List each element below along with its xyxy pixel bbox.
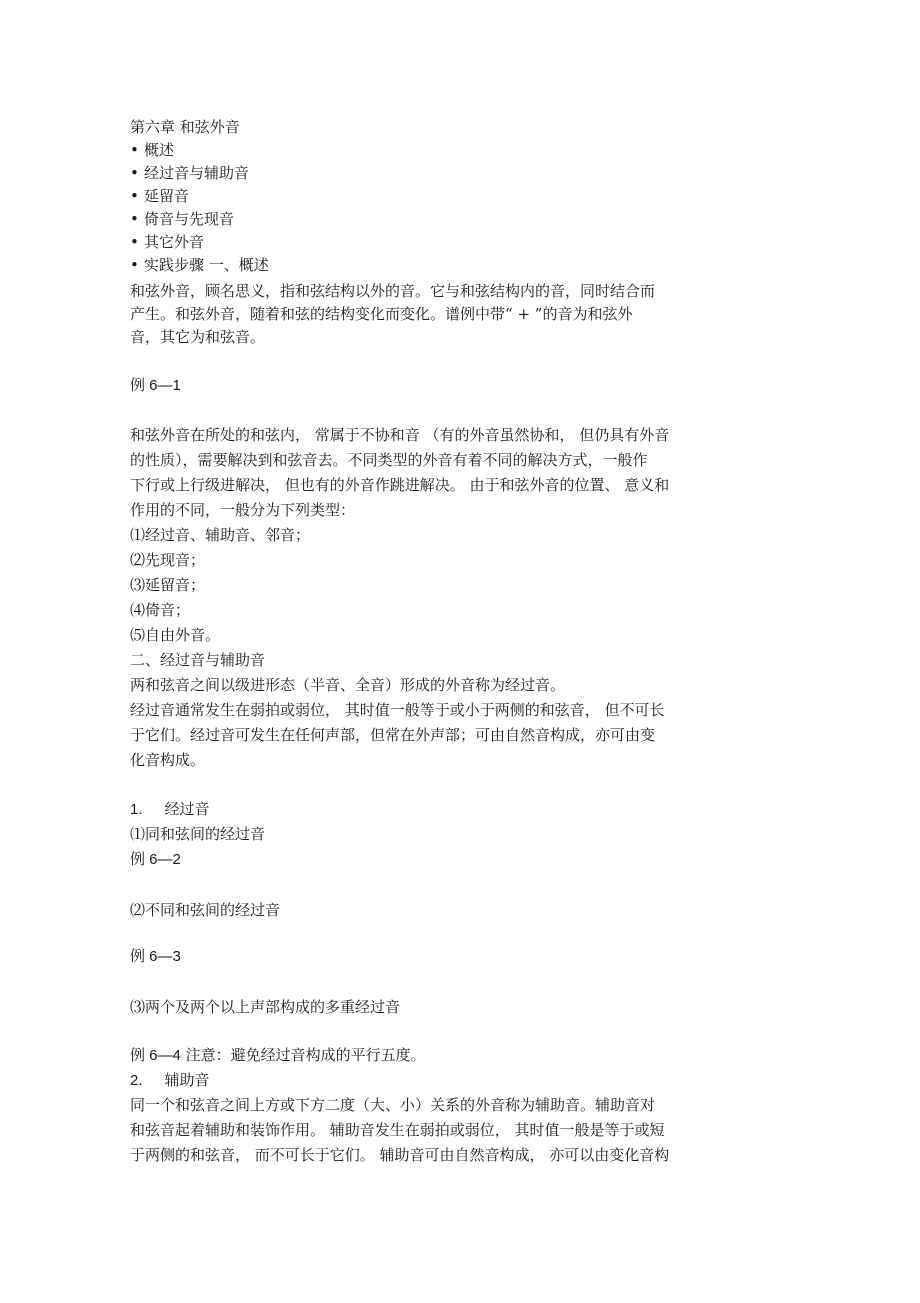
- note-text: 注意：避免经过音构成的平行五度。: [180, 1046, 426, 1064]
- type-item: ⑷倚音；: [130, 601, 191, 619]
- list-item: ⑵不同和弦间的经过音: [130, 901, 281, 919]
- subsection-title: 辅助音: [164, 1071, 210, 1089]
- subsection-number: 2.: [130, 1072, 143, 1089]
- bullet-icon: •: [130, 210, 139, 228]
- paragraph-line: 的性质），需要解决到和弦音去。不同类型的外音有着不同的解决方式，一般作: [130, 451, 648, 469]
- paragraph-line: 于它们。经过音可发生在任何声部，但常在外声部；可由自然音构成，亦可由变: [130, 726, 656, 744]
- type-item: ⑶延留音；: [130, 576, 206, 594]
- paragraph-line: 下行或上行级进解决， 但也有的外音作跳进解决。 由于和弦外音的位置、 意义和: [130, 476, 670, 494]
- toc-item: • 其它外音: [130, 233, 205, 251]
- bullet-icon: •: [130, 256, 139, 274]
- type-item: ⑵先现音；: [130, 551, 206, 569]
- paragraph-line: 两和弦音之间以级进形态（半音、全音）形成的外音称为经过音。: [130, 676, 566, 694]
- subsection-heading: [130, 799, 210, 820]
- paragraph-line: 作用的不同，一般分为下列类型：: [130, 501, 356, 519]
- list-item: ⑶两个及两个以上声部构成的多重经过音: [130, 998, 401, 1016]
- intro-line: 产生。和弦外音，随着和弦的结构变化而变化。谱例中带“ + ”的音为和弦外: [130, 305, 633, 323]
- toc-item: • 延留音: [130, 187, 190, 205]
- example-label: 例 6—1: [130, 377, 181, 394]
- intro-line: 音，其它为和弦音。: [130, 328, 266, 346]
- subsection-number: 1.: [130, 801, 143, 818]
- bullet-icon: •: [130, 187, 139, 205]
- paragraph-line: 和弦外音在所处的和弦内， 常属于不协和音 （有的外音虽然协和， 但仍具有外音: [130, 426, 670, 444]
- paragraph-line: 和弦音起着辅助和装饰作用。 辅助音发生在弱拍或弱位， 其时值一般是等于或短: [130, 1121, 665, 1139]
- chapter-title: 第六章 和弦外音: [130, 118, 240, 136]
- paragraph-line: 经过音通常发生在弱拍或弱位， 其时值一般等于或小于两侧的和弦音， 但不可长: [130, 701, 665, 719]
- section-heading: 二、经过音与辅助音: [130, 651, 266, 669]
- paragraph-line: 化音构成。: [130, 751, 206, 769]
- example-label: 例 6—4: [130, 1047, 181, 1064]
- list-item: ⑴同和弦间的经过音: [130, 825, 266, 843]
- toc-item: • 倚音与先现音: [130, 210, 235, 228]
- example-note: [130, 1045, 426, 1066]
- bullet-icon: •: [130, 233, 139, 251]
- type-item: ⑸自由外音。: [130, 626, 221, 644]
- bullet-icon: •: [130, 141, 139, 159]
- toc-item: • 实践步骤 一、概述: [130, 256, 269, 274]
- toc-item: • 概述: [130, 141, 175, 159]
- intro-line: 和弦外音，顾名思义，指和弦结构以外的音。它与和弦结构内的音，同时结合而: [130, 282, 656, 300]
- subsection-heading: [130, 1070, 210, 1091]
- paragraph-line: 同一个和弦音之间上方或下方二度（大、小）关系的外音称为辅助音。辅助音对: [130, 1096, 656, 1114]
- subsection-title: 经过音: [164, 800, 210, 818]
- example-label: 例 6—2: [130, 851, 181, 868]
- example-label: 例 6—3: [130, 948, 181, 965]
- toc-item: • 经过音与辅助音: [130, 164, 250, 182]
- type-item: ⑴经过音、辅助音、邻音；: [130, 526, 311, 544]
- paragraph-line: 于两侧的和弦音， 而不可长于它们。 辅助音可由自然音构成， 亦可以由变化音构: [130, 1146, 670, 1164]
- bullet-icon: •: [130, 164, 139, 182]
